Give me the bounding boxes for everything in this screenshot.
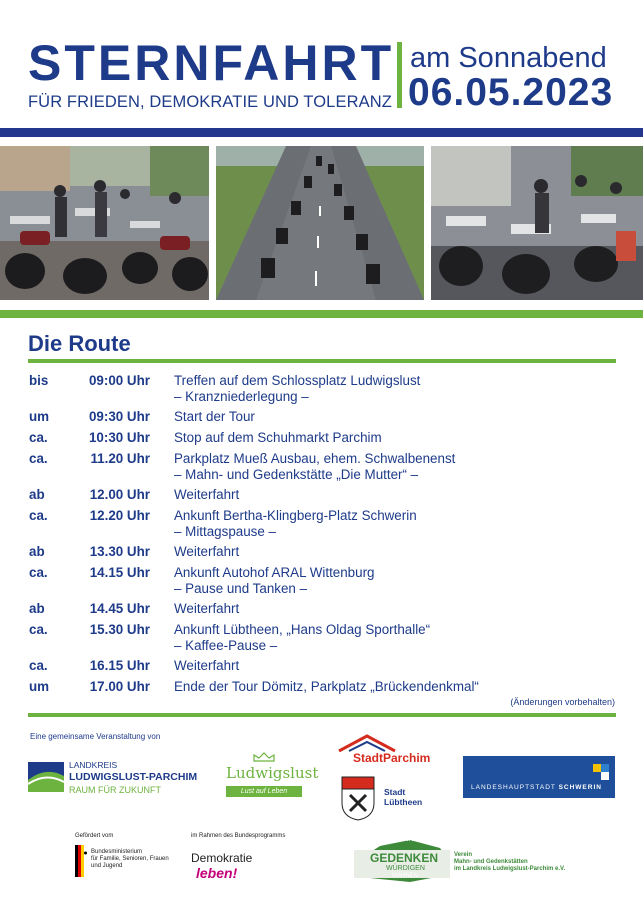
landkreis-emblem-icon (28, 762, 64, 792)
route-description-detail: – Mahn- und Gedenkstätte „Die Mutter“ – (174, 467, 419, 482)
crown-icon (252, 752, 276, 762)
parchim-prefix: Stadt (353, 751, 383, 765)
photo-parked-motorcycles-right (431, 146, 643, 300)
date-prefix: am Sonnabend (410, 42, 607, 74)
photo-parked-motorcycles-left (0, 146, 209, 300)
demokratie-word: Demokratie (191, 851, 253, 865)
gedenken-sub1: WÜRDIGEN (386, 865, 425, 872)
gedenken-top: ERINNERN (392, 836, 429, 843)
program-label: im Rahmen des Bundesprogramms (191, 833, 286, 839)
route-time: 17.00 Uhr (89, 679, 150, 694)
schwerin-logo (463, 756, 615, 798)
landkreis-logo (28, 760, 208, 800)
route-description-line: Weiterfahrt (174, 601, 240, 616)
changes-note: (Änderungen vorbehalten) (510, 697, 615, 707)
header-divider (397, 42, 402, 108)
luebtheen-line2: Lübtheen (384, 797, 423, 807)
organizer-label: Eine gemeinsame Veranstaltung von (30, 732, 161, 741)
parchim-name: Parchim (383, 751, 431, 765)
route-description-line: Ankunft Autohof ARAL Wittenburg (174, 565, 375, 580)
route-description (174, 658, 634, 674)
route-prefix: ca. (29, 430, 48, 445)
route-prefix: ca. (29, 622, 48, 637)
route-underline (28, 359, 616, 363)
route-description (174, 622, 634, 654)
poster-title: STERNFAHRT (28, 35, 395, 91)
route-description (174, 508, 634, 540)
route-description (174, 373, 634, 405)
route-time: 15.30 Uhr (89, 622, 150, 637)
route-prefix: um (29, 679, 50, 694)
verein-line2: Mahn- und Gedenkstätten (454, 859, 528, 865)
route-description-detail: – Kaffee-Pause – (174, 638, 278, 653)
gedenken-main: GEDENKEN (370, 851, 439, 865)
route-heading: Die Route (28, 331, 131, 356)
route-prefix: ca. (29, 658, 48, 673)
luebtheen-crest-icon (340, 775, 376, 821)
ludwigslust-slogan: Lust auf Leben (226, 786, 302, 797)
route-prefix: bis (29, 373, 49, 388)
route-time: 10:30 Uhr (88, 430, 150, 445)
federal-eagle-icon (75, 845, 87, 877)
route-description-line: Weiterfahrt (174, 658, 240, 673)
ministry-line1: Bundesministerium (91, 849, 143, 855)
route-description-line: Weiterfahrt (174, 544, 240, 559)
parchim-logo (337, 734, 437, 768)
route-description-line: Parkplatz Mueß Ausbau, ehem. Schwalbenenst (174, 451, 456, 466)
landkreis-line2: LUDWIGSLUST-PARCHIM (69, 771, 198, 783)
luebtheen-logo (340, 775, 430, 823)
ludwigslust-name: Ludwigslust (226, 764, 319, 782)
route-description (174, 544, 634, 560)
schwerin-name: SCHWERIN (558, 784, 602, 791)
route-time: 16.15 Uhr (89, 658, 150, 673)
funded-label: Gefördert vom (75, 833, 114, 839)
route-description (174, 601, 634, 617)
route-prefix: um (29, 409, 50, 424)
route-description-line: Ankunft Lübtheen, „Hans Oldag Sporthalle“ (174, 622, 431, 637)
route-time: 12.00 Uhr (89, 487, 150, 502)
route-description-line: Treffen auf dem Schlossplatz Ludwigslust (174, 373, 421, 388)
route-time: 13.30 Uhr (89, 544, 150, 559)
route-description (174, 451, 634, 483)
route-prefix: ab (29, 487, 45, 502)
route-description (174, 679, 634, 695)
route-description (174, 487, 634, 503)
route-description-line: Weiterfahrt (174, 487, 240, 502)
footer-rule (28, 713, 616, 717)
ludwigslust-logo (224, 752, 319, 802)
route-time: 12.20 Uhr (89, 508, 150, 523)
schwerin-prefix: LANDESHAUPTSTADT (471, 784, 556, 791)
route-description-line: Stop auf dem Schuhmarkt Parchim (174, 430, 382, 445)
verein-line3: im Landkreis Ludwigslust-Parchim e.V. (454, 866, 566, 872)
schwerin-square-icon (593, 764, 609, 780)
route-description (174, 409, 634, 425)
route-time: 14.45 Uhr (89, 601, 150, 616)
photo-motorcycle-convoy (216, 146, 424, 300)
route-time: 14.15 Uhr (89, 565, 150, 580)
route-prefix: ca. (29, 508, 48, 523)
landkreis-line3: RAUM FÜR ZUKUNFT (69, 785, 161, 795)
route-description-line: Ende der Tour Dömitz, Parkplatz „Brückendenkmal“ (174, 679, 479, 694)
route-description (174, 430, 634, 446)
poster-subtitle: FÜR FRIEDEN, DEMOKRATIE UND TOLERANZ (28, 93, 392, 111)
route-description-line: Start der Tour (174, 409, 255, 424)
route-description-line: Ankunft Bertha-Klingberg-Platz Schwerin (174, 508, 417, 523)
route-description-detail: – Pause und Tanken – (174, 581, 308, 596)
route-time: 09:00 Uhr (88, 373, 150, 388)
leben-word: leben! (196, 865, 238, 881)
verein-line1: Verein (454, 852, 473, 858)
route-description-detail: – Mittagspause – (174, 524, 276, 539)
ministry-line2: für Familie, Senioren, Frauen (91, 856, 169, 862)
route-description (174, 565, 634, 597)
route-description-detail: – Kranzniederlegung – (174, 389, 309, 404)
route-prefix: ab (29, 544, 45, 559)
gedenken-logo (350, 832, 570, 884)
route-time: 11.20 Uhr (90, 451, 150, 466)
ministry-line3: und Jugend (91, 863, 123, 869)
landkreis-line1: LANDKREIS (69, 760, 118, 770)
route-prefix: ca. (29, 451, 48, 466)
parchim-roof-icon (337, 734, 437, 752)
blue-rule (0, 128, 643, 137)
gedenken-sub2: MAHNEN (392, 873, 419, 879)
event-date: 06.05.2023 (408, 71, 614, 114)
ministry-logo (75, 845, 175, 885)
route-prefix: ab (29, 601, 45, 616)
route-time: 09:30 Uhr (88, 409, 150, 424)
green-rule (0, 310, 643, 318)
luebtheen-line1: Stadt (384, 787, 406, 797)
route-prefix: ca. (29, 565, 48, 580)
